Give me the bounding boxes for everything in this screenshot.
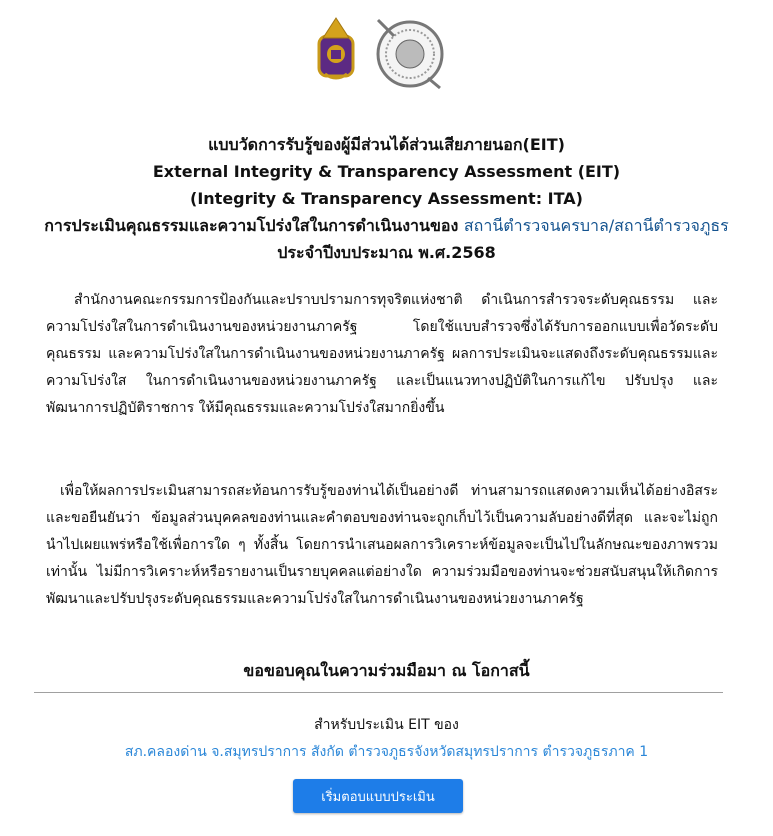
logo-bar	[0, 10, 773, 92]
thanks-message: ขอขอบคุณในความร่วมมือมา ณ โอกาสนี้	[243, 661, 530, 680]
evaluation-for-label: สำหรับประเมิน EIT ของ	[314, 717, 459, 733]
intro-paragraph-text: สำนักงานคณะกรรมการป้องกันและปราบปรามการทุจริตแห่งชาติ ดำเนินการสำรวจระดับคุณธรรม และความโปร่งใสในการดำเนินงานของหน่วยงานภาครัฐ โดยใช้แบบสำรวจซึ่งได้รับการออกแบบเพื่อวัดระดับคุณธรรม และความโปร่งใสในการดำเนินงานของหน่วยงานภาครัฐ ผลการประเมินจะแสดงถึงระดับคุณธรรมและความโปร่งใส ในการดำเนินงานของหน่วยงานภาครัฐ และเป็นแนวทางปฏิบัติในการแก้ไข ปรับปรุง และพัฒนาการปฏิบัติราชการ ให้มีคุณธรรมและความโปร่งใสมากยิ่งขึ้น	[46, 292, 718, 416]
assessment-line	[30, 212, 743, 266]
privacy-paragraph	[46, 478, 718, 613]
fiscal-year: ประจำปีงบประมาณ พ.ศ.2568	[277, 243, 496, 262]
privacy-paragraph-text: เพื่อให้ผลการประเมินสามารถสะท้อนการรับรู้ของท่านได้เป็นอย่างดี ท่านสามารถแสดงความเห็นได้อย่างอิสระ และขอยืนยันว่า ข้อมูลส่วนบุคคลของท่านและคำตอบของท่านจะถูกเก็บไว้เป็นความลับอย่างดีที่สุด และจะไม่ถูกนำไปเผยแพร่หรือใช้เพื่อการใด ๆ ทั้งสิ้น โดยการนำเสนอผลการวิเคราะห์ข้อมูลจะเป็นไปในลักษณะของภาพรวมเท่านั้น ไม่มีการวิเคราะห์หรือรายงานเป็นรายบุคคลแต่อย่างใด ความร่วมมือของท่านจะช่วยสนับสนุนให้เกิดการพัฒนาและปรับปรุงระดับคุณธรรมและความโปร่งใสในการดำเนินงานของหน่วยงานภาครัฐ	[46, 483, 718, 607]
nacc-seal-logo	[370, 14, 448, 92]
assessment-prefix: การประเมินคุณธรรมและความโปร่งใสในการดำเนินงานของ	[44, 216, 464, 235]
agency-name: สถานีตำรวจนครบาล/สถานีตำรวจภูธร	[463, 216, 729, 235]
agency-crest-logo	[315, 14, 357, 84]
subtitle-english: (Integrity & Transparency Assessment: ITA)	[190, 189, 583, 208]
title-english: External Integrity & Transparency Assessment (EIT)	[152, 162, 621, 181]
divider	[34, 692, 723, 693]
organization-name: สภ.คลองด่าน จ.สมุทรปราการ สังกัด ตำรวจภูธรจังหวัดสมุทรปราการ ตำรวจภูธรภาค 1	[124, 744, 649, 760]
title-thai: แบบวัดการรับรู้ของผู้มีส่วนได้ส่วนเสียภายนอก(EIT)	[208, 135, 565, 154]
start-assessment-button[interactable]: เริ่มตอบแบบประเมิน	[293, 779, 463, 813]
assessment-header	[30, 131, 743, 266]
intro-paragraph	[46, 287, 718, 422]
